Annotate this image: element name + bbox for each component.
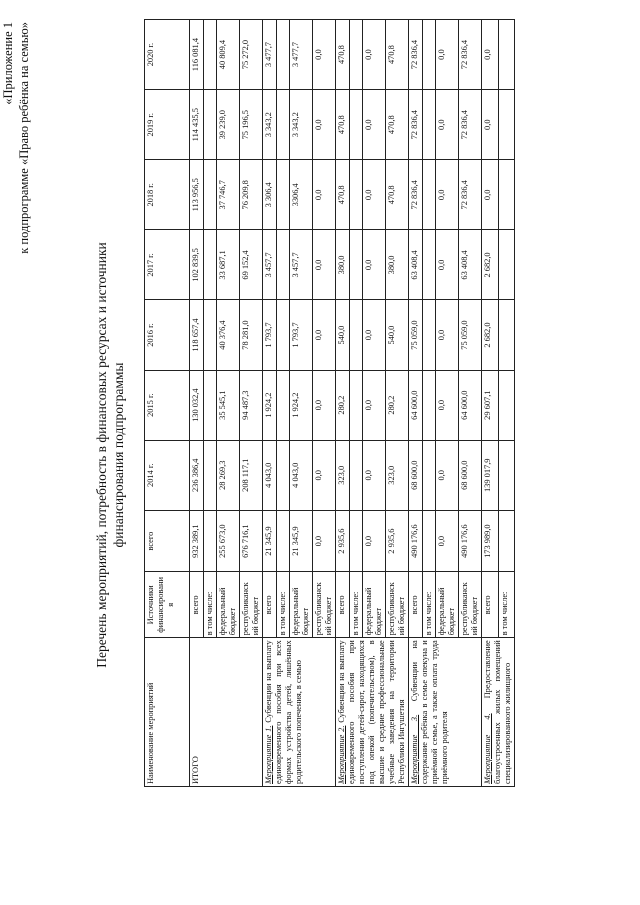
- year-value-cell: 236 386,4: [190, 440, 204, 510]
- activity-title: Мероприятие 2.: [337, 725, 346, 784]
- year-value-cell: [350, 90, 363, 160]
- activity-name-cell: [409, 638, 482, 787]
- funding-source-cell: федеральный бюджет: [217, 572, 240, 638]
- year-value-cell: 118 657,4: [190, 300, 204, 370]
- funding-source-cell: в том числе:: [423, 572, 436, 638]
- year-value-cell: 0,0: [436, 300, 459, 370]
- year-value-cell: 280,2: [386, 370, 409, 440]
- funding-source-cell: республиканск ий бюджет: [240, 572, 263, 638]
- appendix-header: [0, 22, 32, 322]
- year-value-cell: 0,0: [313, 440, 336, 510]
- year-value-cell: [423, 370, 436, 440]
- year-value-cell: 0,0: [436, 230, 459, 300]
- activity-title: Мероприятие 3.: [410, 714, 419, 784]
- year-value-cell: [277, 20, 290, 90]
- year-value-cell: [350, 300, 363, 370]
- header-year: 2019 г.: [145, 90, 190, 160]
- year-value-cell: 470,8: [336, 160, 350, 230]
- year-value-cell: 1 924,2: [290, 370, 313, 440]
- year-value-cell: 69 152,4: [240, 230, 263, 300]
- year-value-cell: 3 457,7: [290, 230, 313, 300]
- year-value-cell: 0,0: [313, 230, 336, 300]
- table-row: [190, 20, 204, 787]
- year-value-cell: [204, 440, 217, 510]
- year-value-cell: 0,0: [363, 90, 386, 160]
- table-row: [263, 20, 277, 787]
- year-value-cell: 0,0: [436, 440, 459, 510]
- header-year: 2020 г.: [145, 20, 190, 90]
- year-value-cell: [499, 300, 515, 370]
- funding-source-cell: федеральный бюджет: [363, 572, 386, 638]
- year-value-cell: 0,0: [363, 370, 386, 440]
- year-value-cell: 1 793,7: [290, 300, 313, 370]
- year-value-cell: 3 477,7: [263, 20, 277, 90]
- year-value-cell: [423, 160, 436, 230]
- year-value-cell: 380,0: [336, 230, 350, 300]
- year-value-cell: 0,0: [436, 20, 459, 90]
- activity-name-cell: [263, 638, 336, 787]
- year-value-cell: 0,0: [313, 20, 336, 90]
- funding-source-cell: республиканск ий бюджет: [459, 572, 482, 638]
- table-row: [409, 20, 423, 787]
- document-title: [93, 155, 127, 755]
- year-value-cell: 2 682,0: [482, 230, 499, 300]
- funding-source-cell: республиканск ий бюджет: [313, 572, 336, 638]
- header-total: всего: [145, 510, 190, 572]
- header-year: 2016 г.: [145, 300, 190, 370]
- header-year: 2017 г.: [145, 230, 190, 300]
- funding-source-cell: всего: [409, 572, 423, 638]
- header-year: 2015 г.: [145, 370, 190, 440]
- year-value-cell: 75 059,0: [409, 300, 423, 370]
- total-value-cell: 173 989,0: [482, 510, 499, 572]
- header-row: [145, 20, 190, 787]
- year-value-cell: 139 017,9: [482, 440, 499, 510]
- year-value-cell: 64 600,0: [409, 370, 423, 440]
- appendix-line-1: «Приложение 1: [1, 22, 15, 105]
- total-value-cell: 0,0: [363, 510, 386, 572]
- year-value-cell: 63 408,4: [459, 230, 482, 300]
- year-value-cell: [423, 90, 436, 160]
- funding-table: [144, 19, 515, 787]
- year-value-cell: 68 600,0: [459, 440, 482, 510]
- total-value-cell: 676 716,1: [240, 510, 263, 572]
- header-year: 2018 г.: [145, 160, 190, 230]
- year-value-cell: [350, 160, 363, 230]
- total-value-cell: 490 176,6: [459, 510, 482, 572]
- total-value-cell: 2 935,6: [336, 510, 350, 572]
- year-value-cell: 35 545,1: [217, 370, 240, 440]
- year-value-cell: 323,0: [386, 440, 409, 510]
- year-value-cell: 102 839,5: [190, 230, 204, 300]
- total-value-cell: 490 176,6: [409, 510, 423, 572]
- year-value-cell: [350, 230, 363, 300]
- year-value-cell: 37 746,7: [217, 160, 240, 230]
- year-value-cell: [277, 370, 290, 440]
- year-value-cell: 470,8: [336, 20, 350, 90]
- year-value-cell: 208 117,1: [240, 440, 263, 510]
- year-value-cell: 0,0: [482, 90, 499, 160]
- year-value-cell: 470,8: [336, 90, 350, 160]
- year-value-cell: 33 687,1: [217, 230, 240, 300]
- year-value-cell: [204, 230, 217, 300]
- funding-source-cell: в том числе:: [350, 572, 363, 638]
- activity-description: Субвенции на выплату единовременного пособия при всех формах устройства детей, лишённых родительского попечения, в семью: [264, 640, 303, 784]
- year-value-cell: [423, 230, 436, 300]
- year-value-cell: 4 043,0: [263, 440, 277, 510]
- total-value-cell: 21 345,9: [290, 510, 313, 572]
- header-name: Наименование мероприятий: [145, 638, 190, 787]
- year-value-cell: [499, 160, 515, 230]
- activity-description: Субвенции на выплату единовременного пособия при поступлении детей-сирот, находящихся под опекой (попечительством), в высшие и средние профессиональные учебные заведения на территории Республики Ингушетия: [337, 640, 406, 784]
- funding-source-cell: федеральный бюджет: [290, 572, 313, 638]
- header-source: Источники финансировани я: [145, 572, 190, 638]
- year-value-cell: 0,0: [313, 300, 336, 370]
- year-value-cell: 1 924,2: [263, 370, 277, 440]
- year-value-cell: 63 408,4: [409, 230, 423, 300]
- year-value-cell: 2 682,0: [482, 300, 499, 370]
- year-value-cell: [423, 20, 436, 90]
- year-value-cell: 0,0: [363, 300, 386, 370]
- year-value-cell: 113 956,5: [190, 160, 204, 230]
- funding-source-cell: всего: [190, 572, 204, 638]
- year-value-cell: 0,0: [363, 440, 386, 510]
- year-value-cell: 470,8: [386, 90, 409, 160]
- activity-name-cell: [190, 638, 263, 787]
- total-value-cell: 932 389,1: [190, 510, 204, 572]
- year-value-cell: [423, 440, 436, 510]
- table-row: [482, 20, 499, 787]
- title-line-1: Перечень мероприятий, потребность в финансовых ресурсах и источники: [94, 242, 109, 668]
- year-value-cell: 40 809,4: [217, 20, 240, 90]
- year-value-cell: 0,0: [482, 20, 499, 90]
- year-value-cell: 64 600,0: [459, 370, 482, 440]
- activity-name-cell: [336, 638, 409, 787]
- year-value-cell: 470,8: [386, 20, 409, 90]
- year-value-cell: 0,0: [363, 160, 386, 230]
- year-value-cell: 3 477,7: [290, 20, 313, 90]
- year-value-cell: [204, 160, 217, 230]
- year-value-cell: 0,0: [482, 160, 499, 230]
- total-value-cell: 255 673,0: [217, 510, 240, 572]
- year-value-cell: 3 343,2: [290, 90, 313, 160]
- year-value-cell: 0,0: [363, 230, 386, 300]
- title-line-2: финансирования подпрограммы: [111, 362, 126, 548]
- year-value-cell: 3306,4: [290, 160, 313, 230]
- total-value-cell: 21 345,9: [263, 510, 277, 572]
- year-value-cell: 3 306,4: [263, 160, 277, 230]
- year-value-cell: 280,2: [336, 370, 350, 440]
- year-value-cell: 68 600,0: [409, 440, 423, 510]
- total-value-cell: [350, 510, 363, 572]
- year-value-cell: 39 239,0: [217, 90, 240, 160]
- year-value-cell: 0,0: [363, 20, 386, 90]
- year-value-cell: 116 081,4: [190, 20, 204, 90]
- year-value-cell: [423, 300, 436, 370]
- year-value-cell: 72 836,4: [459, 90, 482, 160]
- total-value-cell: 2 935,6: [386, 510, 409, 572]
- activity-title: Мероприятие 1.: [264, 725, 273, 784]
- year-value-cell: [277, 230, 290, 300]
- table-body: [190, 20, 515, 787]
- year-value-cell: [277, 90, 290, 160]
- header-year: 2014 г.: [145, 440, 190, 510]
- year-value-cell: [277, 160, 290, 230]
- funding-source-cell: в том числе:: [277, 572, 290, 638]
- year-value-cell: 470,8: [386, 160, 409, 230]
- year-value-cell: 540,0: [386, 300, 409, 370]
- year-value-cell: 0,0: [436, 90, 459, 160]
- year-value-cell: 3 457,7: [263, 230, 277, 300]
- year-value-cell: [277, 440, 290, 510]
- year-value-cell: 29 607,1: [482, 370, 499, 440]
- activity-title: Мероприятие 4.: [483, 713, 492, 784]
- year-value-cell: [499, 370, 515, 440]
- year-value-cell: [204, 20, 217, 90]
- year-value-cell: [350, 20, 363, 90]
- year-value-cell: 28 269,3: [217, 440, 240, 510]
- year-value-cell: [499, 90, 515, 160]
- total-value-cell: [499, 510, 515, 572]
- year-value-cell: 0,0: [436, 370, 459, 440]
- year-value-cell: [204, 370, 217, 440]
- funding-source-cell: в том числе:: [499, 572, 515, 638]
- funding-source-cell: республиканск ий бюджет: [386, 572, 409, 638]
- year-value-cell: 540,0: [336, 300, 350, 370]
- year-value-cell: [350, 440, 363, 510]
- funding-source-cell: всего: [482, 572, 499, 638]
- total-value-cell: [277, 510, 290, 572]
- year-value-cell: 75 059,0: [459, 300, 482, 370]
- activity-description: Предоставление благоустроенных жилых помещений специализированного жилищного: [483, 640, 512, 784]
- total-value-cell: [204, 510, 217, 572]
- year-value-cell: [499, 440, 515, 510]
- year-value-cell: [277, 300, 290, 370]
- activity-name-cell: [482, 638, 515, 787]
- year-value-cell: 72 836,4: [409, 160, 423, 230]
- year-value-cell: 4 043,0: [290, 440, 313, 510]
- activity-description: Субвенции на содержание ребёнка в семье опекуна и приёмной семье, а также оплата труда приёмного родителя: [410, 640, 449, 784]
- appendix-line-2: к подпрограмме «Право ребёнка на семью»: [17, 22, 31, 254]
- year-value-cell: 323,0: [336, 440, 350, 510]
- year-value-cell: 130 032,4: [190, 370, 204, 440]
- year-value-cell: [499, 230, 515, 300]
- funding-source-cell: всего: [263, 572, 277, 638]
- year-value-cell: 3 343,2: [263, 90, 277, 160]
- year-value-cell: 380,0: [386, 230, 409, 300]
- year-value-cell: 76 209,8: [240, 160, 263, 230]
- total-value-cell: 0,0: [436, 510, 459, 572]
- total-value-cell: [423, 510, 436, 572]
- year-value-cell: 0,0: [436, 160, 459, 230]
- year-value-cell: 0,0: [313, 90, 336, 160]
- year-value-cell: [204, 90, 217, 160]
- year-value-cell: 75 272,0: [240, 20, 263, 90]
- activity-title: ИТОГО: [191, 756, 200, 784]
- table-row: [336, 20, 350, 787]
- year-value-cell: 72 836,4: [409, 90, 423, 160]
- year-value-cell: 75 196,5: [240, 90, 263, 160]
- year-value-cell: 72 836,4: [459, 160, 482, 230]
- year-value-cell: 72 836,4: [459, 20, 482, 90]
- year-value-cell: 72 836,4: [409, 20, 423, 90]
- year-value-cell: 0,0: [313, 160, 336, 230]
- year-value-cell: [499, 20, 515, 90]
- year-value-cell: 1 793,7: [263, 300, 277, 370]
- year-value-cell: 114 435,5: [190, 90, 204, 160]
- funding-source-cell: всего: [336, 572, 350, 638]
- total-value-cell: 0,0: [313, 510, 336, 572]
- year-value-cell: [204, 300, 217, 370]
- funding-source-cell: в том числе:: [204, 572, 217, 638]
- year-value-cell: 78 281,0: [240, 300, 263, 370]
- year-value-cell: 40 376,4: [217, 300, 240, 370]
- funding-source-cell: федеральный бюджет: [436, 572, 459, 638]
- year-value-cell: 0,0: [313, 370, 336, 440]
- year-value-cell: [350, 370, 363, 440]
- year-value-cell: 94 487,3: [240, 370, 263, 440]
